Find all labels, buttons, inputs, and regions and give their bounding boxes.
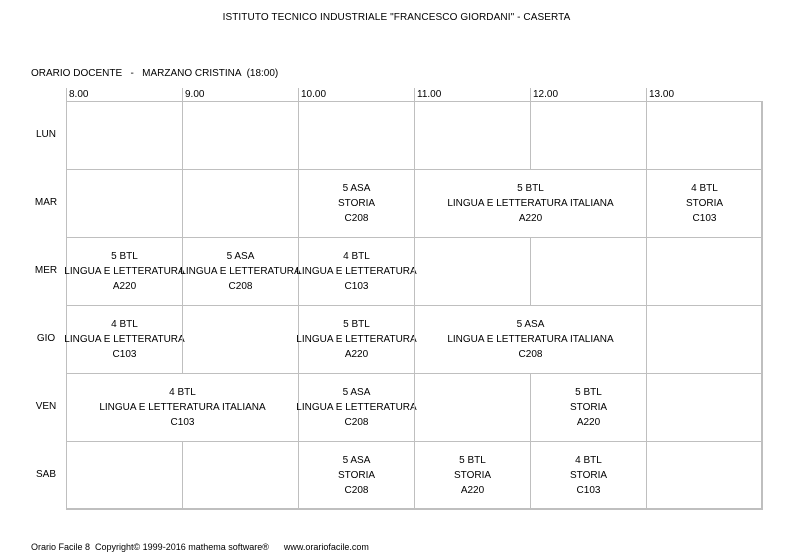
lesson-class: 5 ASA [342,387,371,398]
lesson-class: 4 BTL [169,387,196,398]
lesson-cell [298,373,415,442]
lesson-class: 5 BTL [111,251,138,262]
lesson-subject: STORIA [453,470,492,481]
day-label: MER [34,265,58,276]
lesson-class: 4 BTL [111,319,138,330]
empty-cell [414,101,531,170]
footer-copyright: Orario Facile 8 Copyright© 1999-2016 mathema software® www.orariofacile.com [31,542,369,552]
empty-cell [414,373,531,442]
lesson-room: C208 [518,349,543,360]
empty-cell [646,101,763,170]
empty-cell [182,101,299,170]
empty-cell [646,237,763,306]
lesson-room: A220 [112,281,137,292]
lesson-room: C208 [344,417,369,428]
lesson-subject: STORIA [337,198,376,209]
lesson-room: C103 [170,417,195,428]
lesson-subject: LINGUA E LETTERATURA [296,402,417,413]
lesson-subject: LINGUA E LETTERATURA ITALIANA [99,402,266,413]
lesson-cell [298,305,415,374]
day-label: MAR [34,197,58,208]
lesson-cell [66,373,299,442]
lesson-class: 4 BTL [575,455,602,466]
lesson-room: C103 [576,485,601,496]
hour-tick [646,88,647,101]
lesson-room: C208 [228,281,253,292]
lesson-class: 4 BTL [691,183,718,194]
hour-tick [414,88,415,101]
lesson-room: C103 [344,281,369,292]
hour-tick [530,88,531,101]
lesson-subject: STORIA [569,402,608,413]
empty-cell [182,305,299,374]
hour-label: 11.00 [417,89,442,100]
lesson-subject: LINGUA E LETTERATURA [296,334,417,345]
lesson-room: C208 [344,213,369,224]
lesson-cell [66,237,183,306]
lesson-subject: LINGUA E LETTERATURA [64,266,185,277]
lesson-subject: STORIA [569,470,608,481]
lesson-subject: LINGUA E LETTERATURA [296,266,417,277]
lesson-cell [414,305,647,374]
lesson-class: 5 ASA [516,319,545,330]
lesson-room: C103 [112,349,137,360]
lesson-room: A220 [344,349,369,360]
day-label: GIO [36,333,56,344]
lesson-subject: STORIA [337,470,376,481]
lesson-room: A220 [576,417,601,428]
lesson-class: 5 BTL [459,455,486,466]
empty-cell [530,237,647,306]
hour-label: 12.00 [533,89,559,100]
empty-cell [646,305,763,374]
lesson-class: 5 BTL [517,183,544,194]
hour-label: 9.00 [185,89,205,100]
empty-cell [414,237,531,306]
empty-cell [182,169,299,238]
lesson-cell [414,441,531,510]
lesson-class: 5 BTL [343,319,370,330]
teacher-schedule-label: ORARIO DOCENTE - MARZANO CRISTINA (18:00) [31,68,279,79]
empty-cell [646,441,763,510]
empty-cell [530,101,647,170]
lesson-class: 4 BTL [343,251,370,262]
lesson-cell [182,237,299,306]
hour-label: 8.00 [69,89,89,100]
lesson-subject: LINGUA E LETTERATURA [180,266,301,277]
lesson-class: 5 ASA [342,455,371,466]
lesson-class: 5 ASA [226,251,255,262]
lesson-subject: LINGUA E LETTERATURA ITALIANA [447,334,614,345]
empty-cell [66,101,183,170]
lesson-subject: LINGUA E LETTERATURA ITALIANA [447,198,614,209]
lesson-cell [298,169,415,238]
day-label: LUN [35,129,56,140]
lesson-room: C103 [692,213,717,224]
lesson-cell [66,305,183,374]
empty-cell [66,441,183,510]
empty-cell [66,169,183,238]
lesson-subject: LINGUA E LETTERATURA [64,334,185,345]
hour-label: 10.00 [301,89,327,100]
lesson-cell [530,373,647,442]
lesson-class: 5 ASA [342,183,371,194]
hour-label: 13.00 [649,89,675,100]
hour-tick [182,88,183,101]
empty-cell [646,373,763,442]
day-label: VEN [35,401,57,412]
lesson-class: 5 BTL [575,387,602,398]
lesson-cell [298,441,415,510]
lesson-cell [646,169,763,238]
day-label: SAB [35,469,56,480]
lesson-room: C208 [344,485,369,496]
lesson-room: A220 [518,213,543,224]
lesson-subject: STORIA [685,198,724,209]
empty-cell [298,101,415,170]
lesson-room: A220 [460,485,485,496]
school-title: ISTITUTO TECNICO INDUSTRIALE "FRANCESCO GIORDANI" - CASERTA [222,12,571,23]
lesson-cell [530,441,647,510]
empty-cell [182,441,299,510]
hour-tick [66,88,67,101]
lesson-cell [298,237,415,306]
hour-tick [298,88,299,101]
lesson-cell [414,169,647,238]
